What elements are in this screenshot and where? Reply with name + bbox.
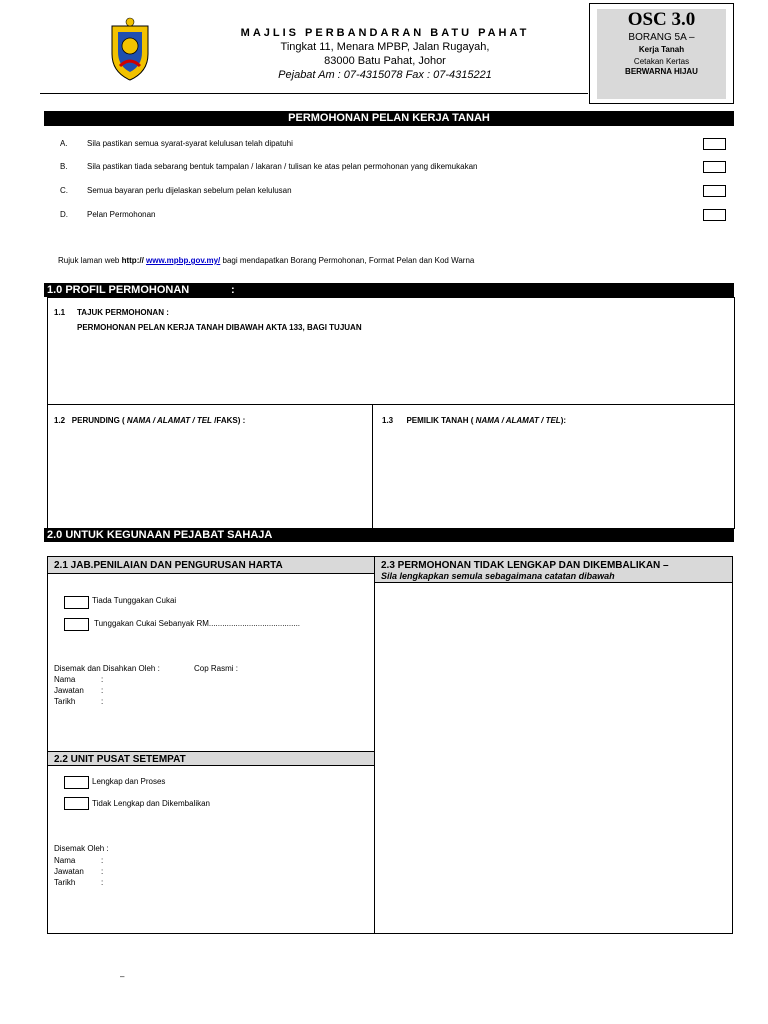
mpbp-website-link[interactable]: www.mpbp.gov.my/ (146, 256, 221, 265)
s13-label-text: PEMILIK TANAH ( (406, 416, 474, 425)
checklist-item-b (60, 162, 477, 171)
checkbox-d[interactable] (703, 209, 726, 221)
checklist-text: Semua bayaran perlu dijelaskan sebelum pelan kelulusan (87, 186, 292, 195)
s21-verified: Disemak dan Disahkan Oleh : (54, 664, 160, 673)
s22-opt2: Tidak Lengkap dan Dikembalikan (92, 799, 210, 808)
reference-http: http:// (121, 256, 144, 265)
checkbox-c[interactable] (703, 185, 726, 197)
mpbp-logo (104, 16, 156, 84)
s21-nama-colon: : (101, 675, 104, 684)
s21-nama-label: Nama (54, 675, 76, 684)
s12-end: /FAKS) : (211, 416, 246, 425)
s21-jawatan-colon: : (101, 686, 104, 695)
s22-jawatan-label: Jawatan (54, 867, 84, 876)
s21-opt2: Tunggakan Cukai Sebanyak RM......................................... (94, 619, 301, 628)
s13-num: 1.3 (382, 416, 394, 425)
s13-label (382, 416, 566, 425)
contact-line: Pejabat Am : 07-4315078 Fax : 07-4315221 (278, 69, 492, 81)
checkbox-b[interactable] (703, 161, 726, 173)
checklist-letter: D. (60, 210, 68, 219)
reference-prefix: Rujuk laman web (58, 256, 122, 265)
s23-notes-area[interactable] (376, 584, 732, 932)
s23-sub: Sila lengkapkan semula sebagaimana catatan dibawah (381, 571, 615, 581)
s12-num: 1.2 (54, 416, 66, 425)
checklist-text: Pelan Permohonan (87, 210, 156, 219)
address-line-2: 83000 Batu Pahat, Johor (324, 55, 446, 67)
form-code-paper-1: Cetakan Kertas (633, 57, 690, 66)
section-1-header (44, 283, 734, 297)
main-title: PERMOHONAN PELAN KERJA TANAH (44, 111, 734, 126)
form-code-type: Kerja Tanah (638, 45, 685, 54)
reference-suffix: bagi mendapatkan Borang Permohonan, Format Pelan dan Kod Warna (220, 256, 475, 265)
org-name: MAJLIS PERBANDARAN BATU PAHAT (240, 27, 530, 39)
footer-mark: – (120, 972, 125, 981)
checklist-text: Sila pastikan tiada sebarang bentuk tampalan / lakaran / tulisan ke atas pelan permohonan yang dikemukakan (87, 162, 478, 171)
section-1-colon: : (231, 284, 235, 296)
s22-nama-colon: : (101, 856, 104, 865)
s21-tarikh-label: Tarikh (54, 697, 76, 706)
s21-tarikh-colon: : (101, 697, 104, 706)
s21-jawatan-label: Jawatan (54, 686, 84, 695)
s12-label-text: PERUNDING ( (71, 416, 125, 425)
checklist-text: Sila pastikan semua syarat-syarat kelulusan telah dipatuhi (87, 139, 293, 148)
reference-line (58, 256, 474, 265)
checklist-letter: B. (60, 162, 68, 171)
form-code-borang: BORANG 5A – (628, 32, 695, 43)
s22-tarikh-colon: : (101, 878, 104, 887)
checklist-item-c (60, 186, 292, 195)
s22-nama-label: Nama (54, 856, 76, 865)
address-line-1: Tingkat 11, Menara MPBP, Jalan Rugayah, (280, 41, 490, 53)
section-1-title: 1.0 PROFIL PERMOHONAN (47, 284, 190, 296)
s21-stamp: Cop Rasmi : (194, 664, 239, 673)
checklist-letter: A. (60, 139, 68, 148)
section-2-title: 2.0 UNTUK KEGUNAAN PEJABAT SAHAJA (44, 528, 734, 542)
s22-verified: Disemak Oleh : (54, 844, 109, 853)
s23-header (375, 557, 732, 583)
checklist-letter: C. (60, 186, 68, 195)
checkbox-lengkap[interactable] (64, 776, 89, 789)
checkbox-tidak-lengkap[interactable] (64, 797, 89, 810)
checklist-item-a (60, 139, 293, 148)
s22-title: 2.2 UNIT PUSAT SETEMPAT (48, 751, 374, 766)
s22-opt1: Lengkap dan Proses (92, 777, 166, 786)
s13-end: ): (560, 416, 567, 425)
checklist-item-d (60, 210, 156, 219)
form-code-title: OSC 3.0 (627, 9, 696, 30)
s11-label: TAJUK PERMOHONAN : (77, 308, 169, 317)
s12-label (54, 416, 245, 425)
s23-title: 2.3 PERMOHONAN TIDAK LENGKAP DAN DIKEMBALIKAN – (381, 560, 669, 571)
checkbox-a[interactable] (703, 138, 726, 150)
s12-italic: NAMA / ALAMAT / TEL (124, 416, 212, 425)
s11-text: PERMOHONAN PELAN KERJA TANAH DIBAWAH AKTA 133, BAGI TUJUAN (77, 323, 362, 332)
s13-italic: NAMA / ALAMAT / TEL (473, 416, 561, 425)
checkbox-tiada-tunggakan[interactable] (64, 596, 89, 609)
office-use-divider (374, 556, 375, 934)
checkbox-tunggakan-cukai[interactable] (64, 618, 89, 631)
s11-num: 1.1 (54, 308, 66, 317)
s22-tarikh-label: Tarikh (54, 878, 76, 887)
s22-jawatan-colon: : (101, 867, 104, 876)
s21-title: 2.1 JAB.PENILAIAN DAN PENGURUSAN HARTA (48, 557, 374, 574)
s21-opt1: Tiada Tunggakan Cukai (92, 596, 177, 605)
header-rule (40, 93, 588, 94)
form-code-paper-2: BERWARNA HIJAU (625, 67, 698, 76)
